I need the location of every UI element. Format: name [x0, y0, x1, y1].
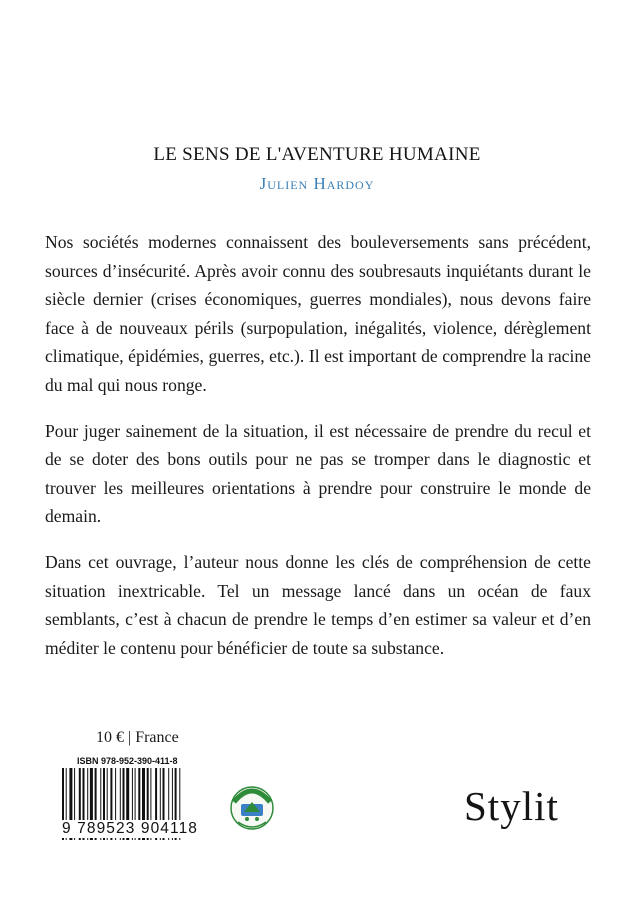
book-title: LE SENS DE L'AVENTURE HUMAINE: [153, 144, 481, 165]
imprim-vert-logo-icon: [228, 778, 276, 832]
back-cover-blurb: [45, 228, 591, 679]
isbn-label: ISBN 978-952-390-411-8: [77, 756, 178, 766]
barcode-digits: 9 789523 904118: [62, 820, 212, 838]
publisher-logo: Stylit: [464, 783, 559, 829]
book-author: Julien Hardoy: [259, 174, 375, 193]
price-label: 10 € | France: [96, 729, 179, 746]
blurb-paragraph-1: Nos sociétés modernes connaissent des bouleversements sans précédent, sources d’insécurité. Après avoir connu des soubresauts inquiétants durant le siècle dernier (crises économiques, guerres mondiales), nous devons faire face à de nouveaux périls (surpopulation, inégalités, violence, dérèglement climatique, épidémies, guerres, etc.). Il est important de comprendre la racine du mal qui nous ronge.: [45, 232, 591, 395]
blurb-paragraph-3: Dans cet ouvrage, l’auteur nous donne les clés de compréhension de cette situation inextricable. Tel un message lancé dans un océan de faux semblants, c’est à chacun de prendre le temps d’en estimer sa valeur et d’en méditer le contenu pour bénéficier de toute sa substance.: [45, 551, 591, 658]
blurb-paragraph-2: Pour juger sainement de la situation, il est nécessaire de prendre du recul et de se doter des bons outils pour ne pas se tromper dans le diagnostic et trouver les meilleures orientations à prendre pour construire le monde de demain.: [45, 420, 591, 527]
